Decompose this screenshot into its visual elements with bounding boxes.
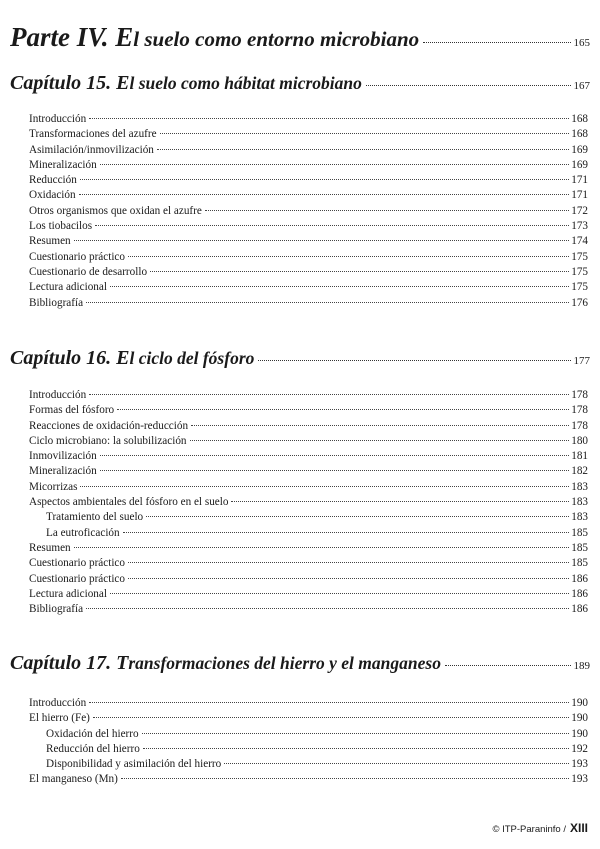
chapter-title-lead: T — [116, 652, 129, 674]
toc-entry-title: Bibliografía — [29, 603, 84, 616]
toc-entry — [29, 757, 588, 772]
dot-leader — [123, 532, 570, 533]
dot-leader — [150, 271, 569, 272]
toc-entry-title: Lectura adicional — [29, 587, 107, 600]
dot-leader — [95, 225, 569, 226]
chapter-label: Capítulo 15. — [10, 72, 112, 94]
dot-leader — [205, 210, 569, 211]
toc-entry-page: 192 — [571, 742, 588, 755]
dot-leader — [110, 286, 569, 287]
toc-list-chapter-17 — [29, 696, 588, 788]
toc-entry-page: 186 — [571, 587, 588, 600]
toc-entry-page: 182 — [571, 465, 588, 478]
toc-entry — [29, 127, 588, 142]
toc-entry-page: 186 — [571, 603, 588, 616]
toc-entry — [29, 112, 588, 127]
toc-entry-title: Reducción del hierro — [46, 742, 140, 755]
toc-entry — [29, 234, 588, 249]
toc-entry — [29, 188, 588, 203]
dot-leader — [89, 702, 569, 703]
toc-entry-title: El manganeso (Mn) — [29, 773, 118, 786]
toc-entry — [29, 403, 588, 418]
toc-entry — [29, 265, 588, 280]
toc-entry-page: 174 — [571, 235, 588, 248]
dot-leader — [74, 547, 570, 548]
toc-entry — [29, 541, 588, 556]
chapter-heading-16 — [10, 347, 590, 370]
toc-entry — [29, 143, 588, 158]
chapter-title: ransformaciones del hierro y el manganeso — [128, 653, 441, 673]
toc-entry — [29, 696, 588, 711]
toc-entry-page: 171 — [571, 174, 588, 187]
chapter-page: 177 — [573, 355, 590, 367]
dot-leader — [224, 763, 569, 764]
dot-leader — [146, 516, 569, 517]
toc-entry-title: Cuestionario práctico — [29, 557, 125, 570]
dot-leader — [117, 409, 569, 410]
chapter-page: 167 — [573, 80, 590, 92]
toc-entry-page: 183 — [571, 496, 588, 509]
toc-entry-page: 180 — [571, 434, 588, 447]
toc-entry-title: Aspectos ambientales del fósforo en el suelo — [29, 496, 229, 509]
page-number: XIII — [569, 821, 588, 835]
toc-entry-page: 175 — [571, 281, 588, 294]
dot-leader — [79, 194, 570, 195]
toc-entry — [29, 296, 588, 311]
dot-leader — [80, 179, 569, 180]
toc-entry-page: 178 — [571, 389, 588, 401]
dot-leader — [100, 470, 570, 471]
toc-entry — [29, 173, 588, 188]
dot-leader — [366, 85, 571, 86]
dot-leader — [445, 665, 571, 666]
toc-list-chapter-15 — [29, 112, 588, 311]
toc-entry-page: 185 — [571, 541, 588, 554]
dot-leader — [86, 608, 569, 609]
toc-entry-page: 169 — [571, 143, 588, 156]
toc-entry-page: 175 — [571, 250, 588, 263]
toc-entry-page: 171 — [571, 189, 588, 202]
part-heading — [10, 22, 590, 53]
toc-entry — [29, 510, 588, 525]
toc-entry-page: 190 — [571, 712, 588, 725]
toc-entry-page: 193 — [571, 773, 588, 786]
toc-entry-page: 172 — [571, 204, 588, 217]
dot-leader — [80, 486, 569, 487]
toc-entry-title: Cuestionario práctico — [29, 572, 125, 585]
publisher-credit: © ITP-Paraninfo / — [492, 824, 566, 835]
toc-entry-title: Los tiobacilos — [29, 220, 93, 233]
dot-leader — [191, 425, 569, 426]
toc-entry — [29, 219, 588, 234]
toc-entry-page: 175 — [571, 265, 588, 278]
dot-leader — [128, 256, 569, 257]
part-title-lead: E — [115, 22, 134, 52]
toc-entry — [29, 434, 588, 449]
toc-entry-title: Micorrizas — [29, 480, 78, 493]
toc-entry-title: La eutroficación — [46, 526, 120, 539]
dot-leader — [121, 778, 569, 779]
toc-entry-title: Ciclo microbiano: la solubilización — [29, 434, 187, 447]
toc-entry — [29, 464, 588, 479]
toc-entry-title: Otros organismos que oxidan el azufre — [29, 204, 202, 217]
page-footer — [492, 821, 588, 835]
toc-entry-title: Introducción — [29, 389, 87, 401]
toc-entry-page: 168 — [571, 113, 588, 125]
toc-entry-page: 168 — [571, 128, 588, 141]
toc-entry — [29, 711, 588, 726]
part-label: Parte IV. — [10, 22, 109, 52]
dot-leader — [423, 42, 570, 43]
part-title: l suelo como entorno microbiano — [133, 27, 420, 51]
toc-entry — [29, 772, 588, 787]
dot-leader — [231, 501, 569, 502]
dot-leader — [128, 562, 569, 563]
toc-entry — [29, 602, 588, 617]
toc-entry — [29, 556, 588, 571]
toc-entry-title: Formas del fósforo — [29, 404, 115, 417]
dot-leader — [100, 164, 570, 165]
chapter-heading-15 — [10, 72, 590, 95]
toc-entry-page: 178 — [571, 404, 588, 417]
toc-entry — [29, 280, 588, 295]
toc-entry — [29, 495, 588, 510]
toc-entry-title: Resumen — [29, 235, 71, 248]
toc-entry — [29, 742, 588, 757]
toc-entry-page: 185 — [571, 557, 588, 570]
dot-leader — [100, 455, 569, 456]
chapter-title: l suelo como hábitat microbiano — [129, 73, 362, 93]
toc-entry-page: 176 — [571, 296, 588, 309]
toc-entry-title: Tratamiento del suelo — [46, 511, 144, 524]
toc-entry-title: Introducción — [29, 697, 87, 709]
toc-entry-page: 183 — [571, 511, 588, 524]
chapter-title-lead: E — [116, 347, 130, 369]
toc-entry — [29, 526, 588, 541]
toc-entry-page: 178 — [571, 419, 588, 432]
toc-entry-title: Bibliografía — [29, 296, 84, 309]
toc-entry — [29, 204, 588, 219]
toc-entry — [29, 419, 588, 434]
toc-entry — [29, 250, 588, 265]
toc-entry-title: Reducción — [29, 174, 77, 187]
dot-leader — [89, 118, 569, 119]
toc-entry-page: 183 — [571, 480, 588, 493]
toc-entry-page: 169 — [571, 158, 588, 171]
toc-entry-page: 173 — [571, 220, 588, 233]
toc-entry-title: Oxidación del hierro — [46, 727, 139, 740]
dot-leader — [86, 302, 569, 303]
toc-entry-title: Disponibilidad y asimilación del hierro — [46, 758, 222, 771]
dot-leader — [143, 748, 569, 749]
toc-entry-title: Transformaciones del azufre — [29, 128, 157, 141]
chapter-label: Capítulo 17. — [10, 652, 112, 674]
dot-leader — [258, 360, 570, 361]
toc-entry — [29, 158, 588, 173]
toc-entry-title: Resumen — [29, 541, 71, 554]
dot-leader — [89, 394, 569, 395]
dot-leader — [160, 133, 570, 134]
toc-entry — [29, 480, 588, 495]
toc-entry-title: Cuestionario de desarrollo — [29, 265, 148, 278]
toc-entry-title: Inmovilización — [29, 450, 97, 463]
toc-entry-page: 181 — [571, 450, 588, 463]
toc-entry-page: 190 — [571, 727, 588, 740]
dot-leader — [128, 578, 569, 579]
toc-entry-title: Lectura adicional — [29, 281, 107, 294]
toc-list-chapter-16 — [29, 388, 588, 617]
toc-entry — [29, 587, 588, 602]
toc-entry — [29, 572, 588, 587]
chapter-label: Capítulo 16. — [10, 347, 112, 369]
toc-entry-title: Mineralización — [29, 158, 97, 171]
toc-entry-title: Introducción — [29, 113, 87, 125]
toc-entry-page: 190 — [571, 697, 588, 709]
toc-entry-title: Oxidación — [29, 189, 76, 202]
toc-entry-title: Mineralización — [29, 465, 97, 478]
toc-entry-title: Cuestionario práctico — [29, 250, 125, 263]
dot-leader — [74, 240, 570, 241]
dot-leader — [190, 440, 570, 441]
dot-leader — [142, 733, 570, 734]
toc-entry-page: 193 — [571, 758, 588, 771]
toc-entry-page: 186 — [571, 572, 588, 585]
dot-leader — [110, 593, 569, 594]
toc-entry-page: 185 — [571, 526, 588, 539]
chapter-page: 189 — [573, 660, 590, 672]
chapter-title-lead: E — [116, 72, 130, 94]
toc-entry-title: Reacciones de oxidación-reducción — [29, 419, 189, 432]
dot-leader — [157, 149, 569, 150]
chapter-title: l ciclo del fósforo — [129, 348, 255, 368]
part-page: 165 — [573, 37, 590, 49]
toc-entry — [29, 449, 588, 464]
chapter-heading-17 — [10, 652, 590, 675]
toc-entry — [29, 727, 588, 742]
toc-entry-title: El hierro (Fe) — [29, 712, 90, 725]
dot-leader — [93, 717, 569, 718]
toc-entry-title: Asimilación/inmovilización — [29, 143, 154, 156]
toc-entry — [29, 388, 588, 403]
